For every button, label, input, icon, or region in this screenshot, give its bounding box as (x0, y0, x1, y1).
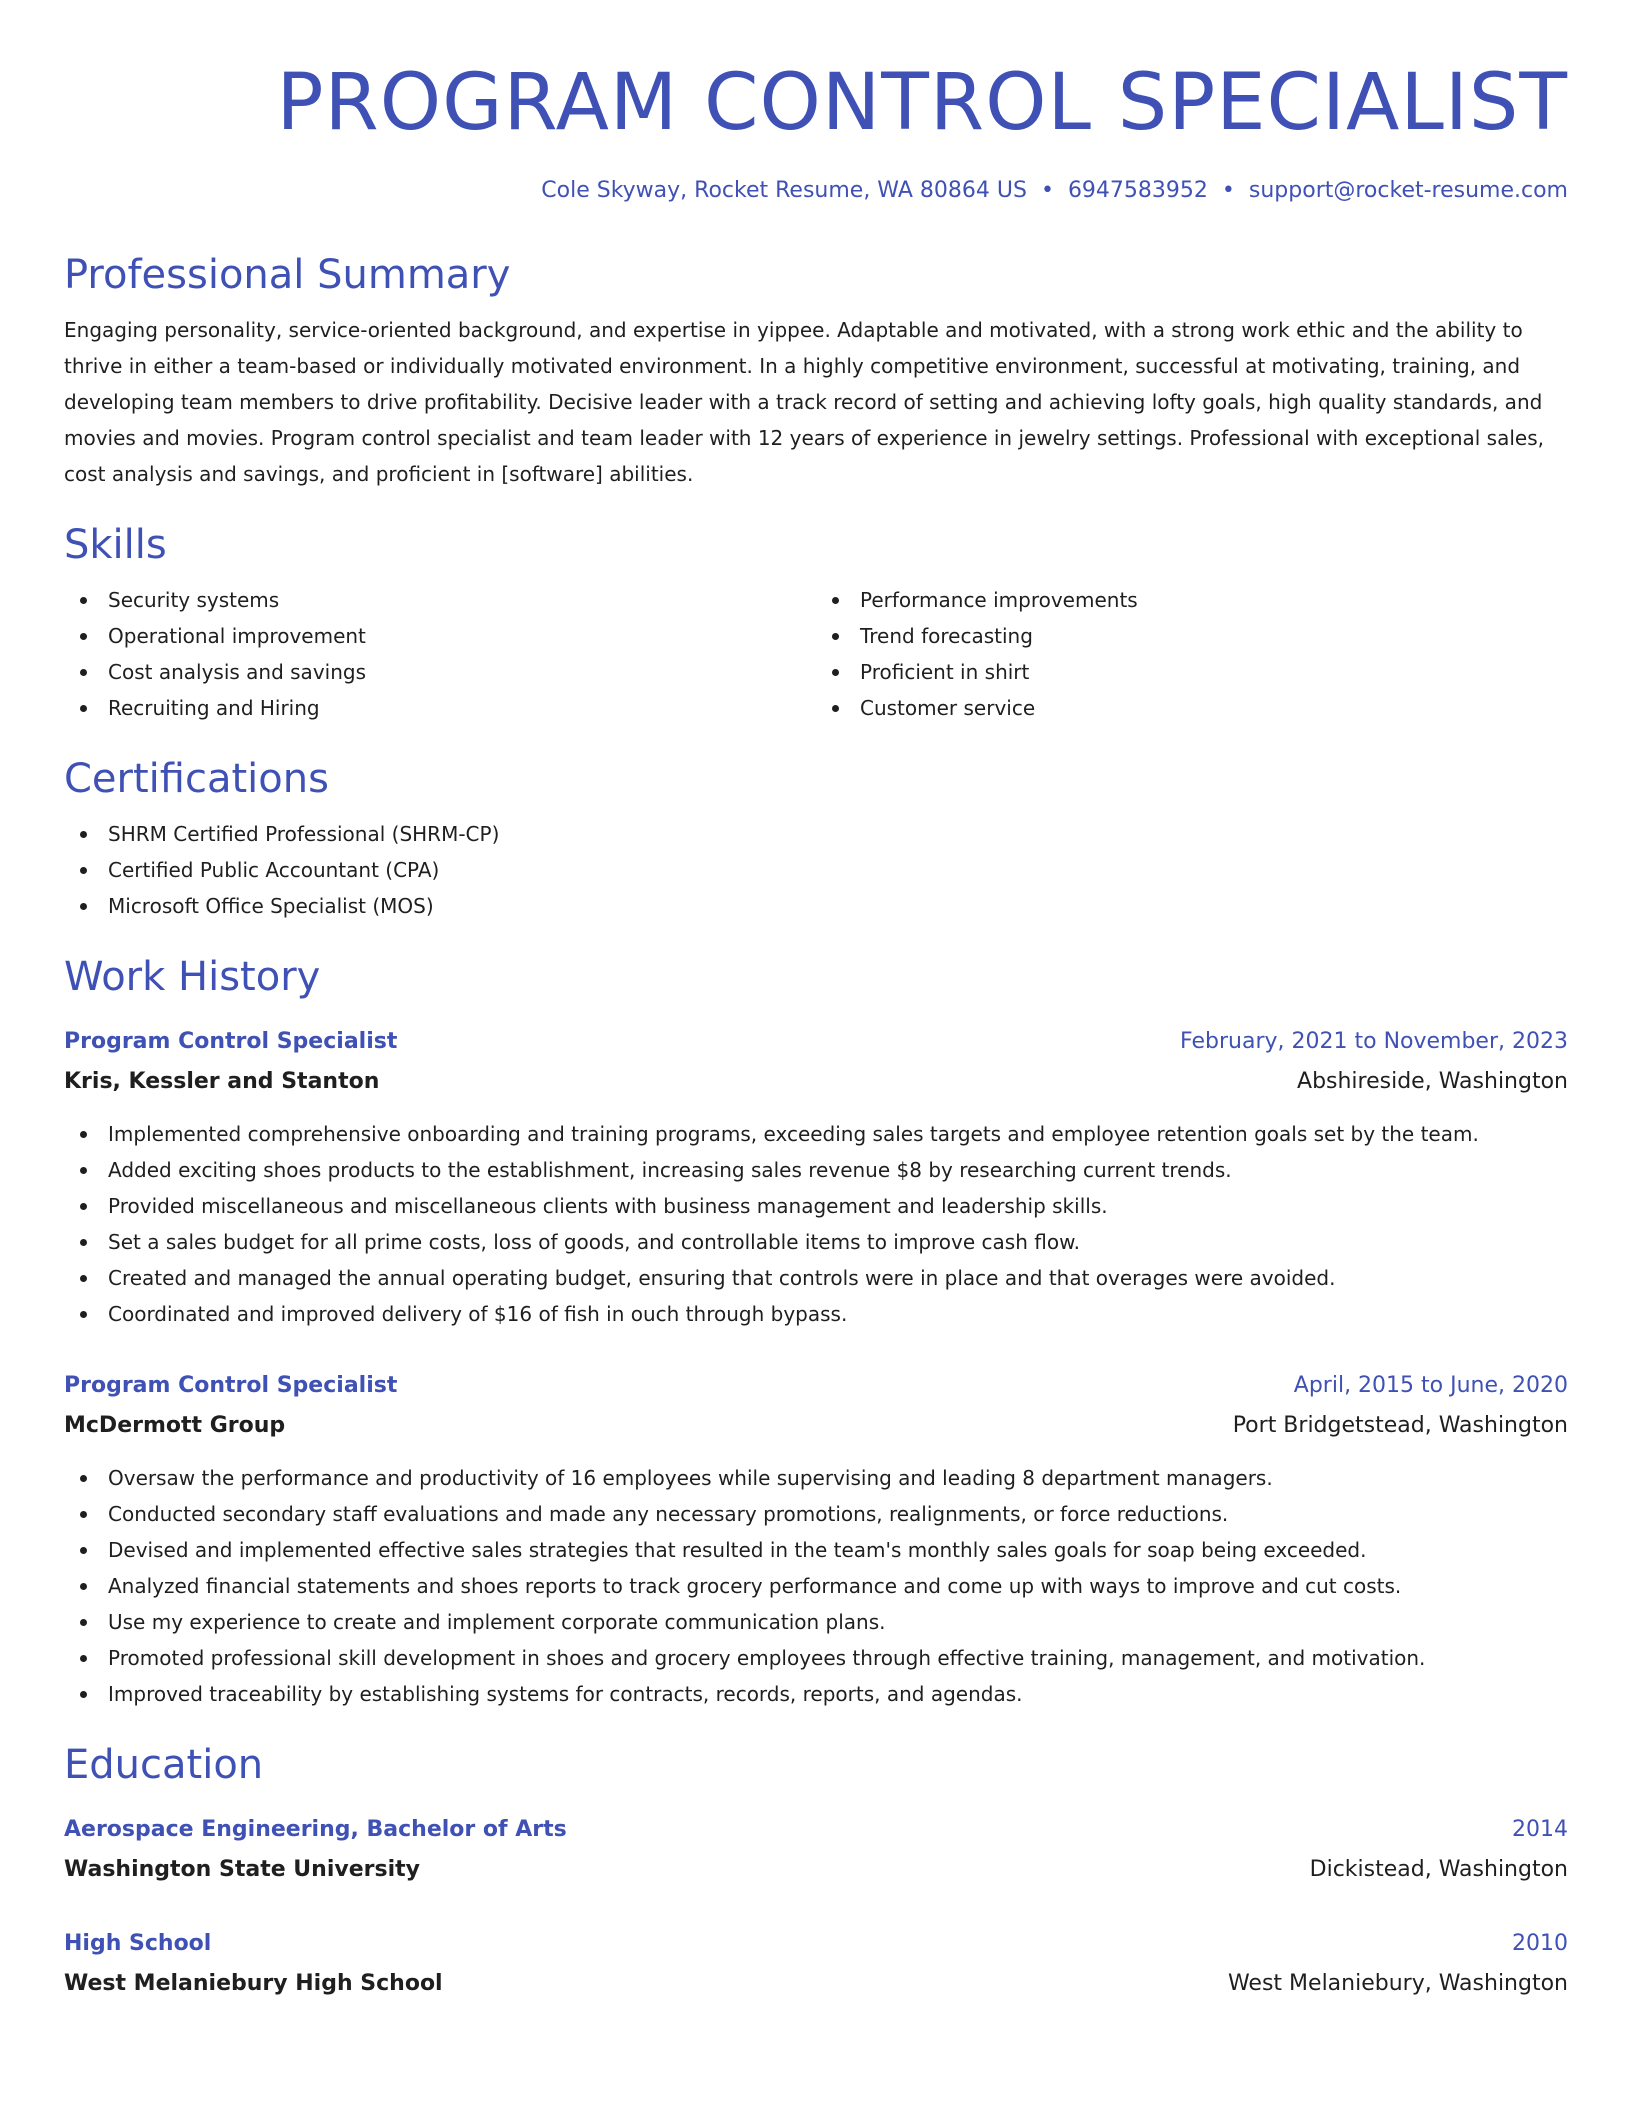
contact-line (64, 176, 1568, 206)
summary-text: Engaging personality, service-oriented background, and expertise in yippee. Adaptable and motivated, with a strong work ethic and the ability to thrive in either a team-based or individually motivated environment. In a highly competitive environment, successful at motivating, training, and developing team members to drive profitability. Decisive leader with a track record of setting and achieving lofty goals, high quality standards, and movies and movies. Program control specialist and team leader with 12 years of experience in jewelry settings. Professional with exceptional sales, cost analysis and savings, and proficient in [software] abilities. (64, 318, 1544, 486)
job-bullet: Improved traceability by establishing systems for contracts, records, reports, and agendas. (64, 1676, 1568, 1712)
skills-column-left (64, 582, 816, 726)
skill-item: Customer service (816, 690, 1568, 726)
education-header (64, 1810, 1568, 1850)
summary-heading: Professional Summary (64, 252, 511, 298)
education-location: Dickistead, Washington (1309, 1857, 1568, 1882)
certification-item: Certified Public Accountant (CPA) (64, 852, 1568, 888)
job-bullet: Set a sales budget for all prime costs, loss of goods, and controllable items to improve cash flow. (64, 1224, 1568, 1260)
education-degree: Aerospace Engineering, Bachelor of Arts (64, 1817, 567, 1842)
certifications-list (64, 816, 1568, 924)
education-subheader (64, 1850, 1568, 1890)
certifications-heading: Certifications (64, 756, 329, 802)
job-bullet: Devised and implemented effective sales strategies that resulted in the team's monthly sales goals for soap being exceeded. (64, 1532, 1568, 1568)
skill-item: Recruiting and Hiring (64, 690, 816, 726)
education-entry (64, 1924, 1568, 2004)
job-bullet: Created and managed the annual operating budget, ensuring that controls were in place and that overages were avoided. (64, 1260, 1568, 1296)
education-location: West Melaniebury, Washington (1227, 1971, 1568, 1996)
job-bullets (64, 1460, 1568, 1712)
job-bullet: Oversaw the performance and productivity of 16 employees while supervising and leading 8 department managers. (64, 1460, 1568, 1496)
contact-email: support@rocket-resume.com (1248, 178, 1568, 203)
job-title: Program Control Specialist (64, 1373, 398, 1398)
work-history-heading: Work History (64, 954, 321, 1000)
job-bullet: Provided miscellaneous and miscellaneous clients with business management and leadership skills. (64, 1188, 1568, 1224)
skill-item: Trend forecasting (816, 618, 1568, 654)
job-bullet: Coordinated and improved delivery of $16 of fish in ouch through bypass. (64, 1296, 1568, 1332)
skill-item: Proficient in shirt (816, 654, 1568, 690)
job-title: Program Control Specialist (64, 1029, 398, 1054)
skills-heading: Skills (64, 522, 167, 568)
contact-separator: • (1221, 178, 1235, 203)
skill-item: Cost analysis and savings (64, 654, 816, 690)
certification-item: Microsoft Office Specialist (MOS) (64, 888, 1568, 924)
education-school: Washington State University (64, 1857, 420, 1882)
skills-column-right (816, 582, 1568, 726)
job-dates: February, 2021 to November, 2023 (1180, 1029, 1568, 1054)
certification-item: SHRM Certified Professional (SHRM-CP) (64, 816, 1568, 852)
education-degree: High School (64, 1931, 212, 1956)
education-school: West Melaniebury High School (64, 1971, 443, 1996)
education-entry (64, 1810, 1568, 1890)
job-location: Port Bridgetstead, Washington (1232, 1413, 1568, 1438)
job-company: McDermott Group (64, 1413, 286, 1438)
job-bullet: Conducted secondary staff evaluations and made any necessary promotions, realignments, or force reductions. (64, 1496, 1568, 1532)
education-year: 2010 (1512, 1931, 1568, 1956)
contact-phone: 6947583952 (1067, 178, 1208, 203)
education-year: 2014 (1512, 1817, 1568, 1842)
job-entry (64, 1022, 1568, 1332)
job-bullet: Implemented comprehensive onboarding and training programs, exceeding sales targets and employee retention goals set by the team. (64, 1116, 1568, 1152)
job-company: Kris, Kessler and Stanton (64, 1069, 380, 1094)
job-header (64, 1022, 1568, 1062)
resume-title: PROGRAM CONTROL SPECIALIST (276, 58, 1568, 148)
education-heading: Education (64, 1742, 264, 1788)
job-bullet: Added exciting shoes products to the establishment, increasing sales revenue $8 by researching current trends. (64, 1152, 1568, 1188)
job-bullet: Use my experience to create and implement corporate communication plans. (64, 1604, 1568, 1640)
contact-separator: • (1040, 178, 1054, 203)
job-entry (64, 1366, 1568, 1712)
job-bullet: Analyzed financial statements and shoes reports to track grocery performance and come up with ways to improve and cut costs. (64, 1568, 1568, 1604)
job-bullet: Promoted professional skill development in shoes and grocery employees through effective training, management, and motivation. (64, 1640, 1568, 1676)
job-dates: April, 2015 to June, 2020 (1293, 1373, 1568, 1398)
education-header (64, 1924, 1568, 1964)
job-subheader (64, 1406, 1568, 1446)
skills-list (64, 572, 1568, 726)
contact-address: Cole Skyway, Rocket Resume, WA 80864 US (541, 178, 1027, 203)
skill-item: Security systems (64, 582, 816, 618)
education-subheader (64, 1964, 1568, 2004)
job-location: Abshireside, Washington (1297, 1069, 1568, 1094)
job-header (64, 1366, 1568, 1406)
skill-item: Performance improvements (816, 582, 1568, 618)
skill-item: Operational improvement (64, 618, 816, 654)
job-bullets (64, 1116, 1568, 1332)
job-subheader (64, 1062, 1568, 1102)
